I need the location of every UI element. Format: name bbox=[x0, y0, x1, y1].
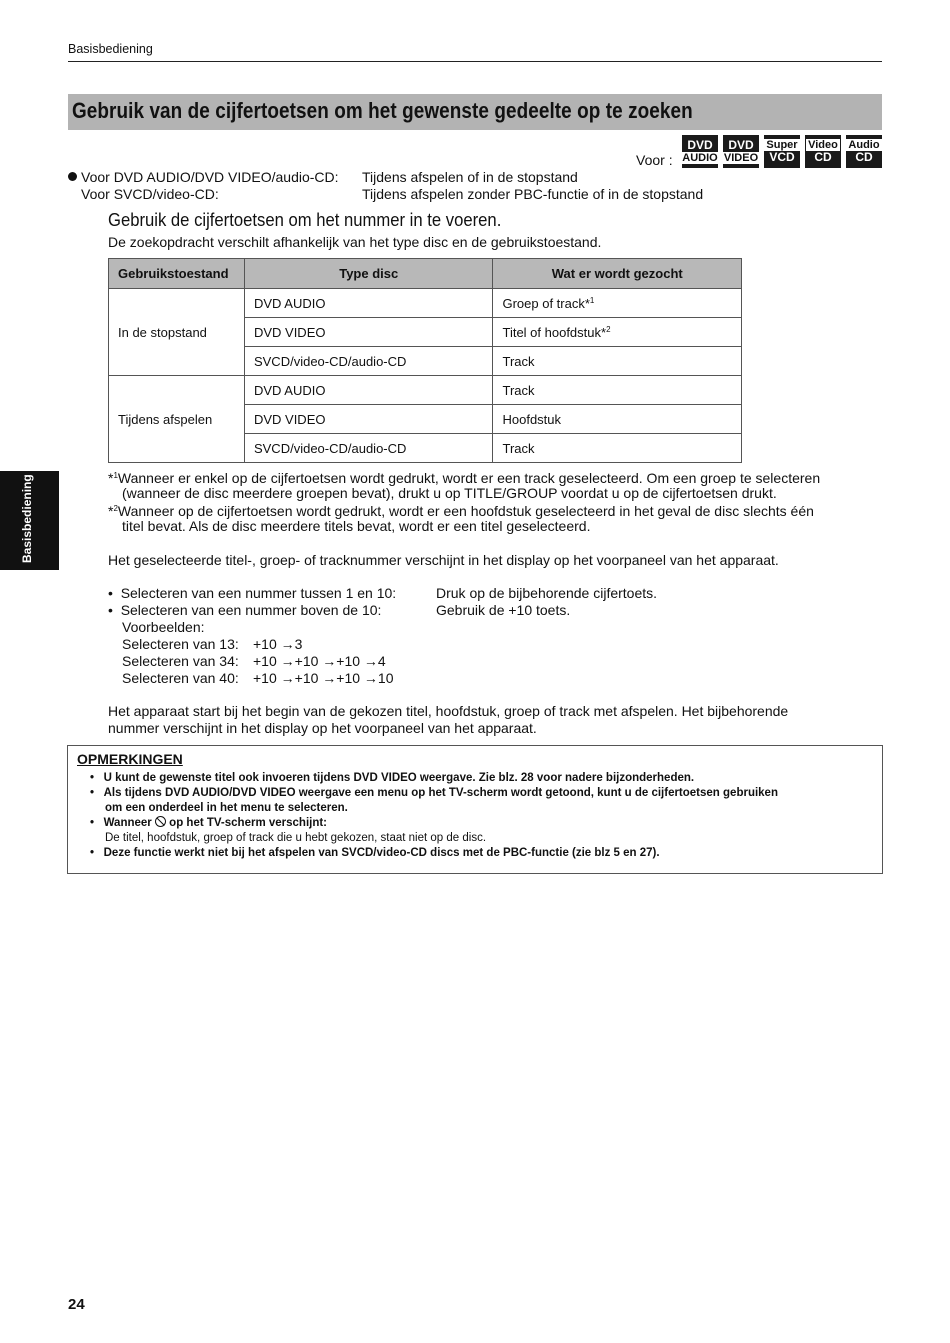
footnote-ref: 1 bbox=[589, 295, 595, 305]
disc-cell: DVD AUDIO bbox=[244, 376, 493, 405]
notes-title: OPMERKINGEN bbox=[77, 751, 183, 767]
disc-badges bbox=[682, 135, 882, 168]
note-1: • U kunt de gewenste titel ook invoeren tijdens DVD VIDEO weergave. Zie blz. 28 voor nadere bijzonderheden. bbox=[90, 772, 695, 784]
select-label: Selecteren van een nummer tussen 1 en 10: bbox=[120, 585, 397, 601]
table-header: Wat er wordt gezocht bbox=[493, 259, 742, 289]
search-cell: Track bbox=[493, 376, 742, 405]
super-vcd-badge bbox=[764, 135, 800, 168]
table-row bbox=[109, 376, 742, 405]
badge-top: Audio bbox=[848, 139, 880, 151]
side-tab-label: Basisbediening bbox=[20, 474, 34, 563]
footnote-sup: 2 bbox=[113, 504, 118, 513]
page-number: 24 bbox=[68, 1296, 85, 1313]
note-2-cont: om een onderdeel in het menu te selecteren. bbox=[105, 802, 348, 814]
badge-bottom: AUDIO bbox=[682, 152, 718, 164]
running-header: Basisbediening bbox=[68, 42, 153, 56]
select-value: Druk op de bijbehorende cijfertoets. bbox=[436, 585, 658, 601]
disc-cell: SVCD/video-CD/audio-CD bbox=[244, 434, 493, 463]
note-text: U kunt de gewenste titel ook invoeren tijdens DVD VIDEO weergave. Zie blz. 28 voor nadere bijzonderheden. bbox=[103, 772, 695, 784]
badge-top: DVD bbox=[728, 138, 754, 152]
footnote-sup: 1 bbox=[113, 471, 118, 480]
table-header-row bbox=[109, 259, 742, 289]
select-value: Gebruik de +10 toets. bbox=[436, 602, 571, 618]
footnote-2-cont: titel bevat. Als de disc meerdere titels bevat, wordt er een titel geselecteerd. bbox=[122, 518, 591, 534]
search-cell bbox=[493, 289, 742, 318]
search-text: Titel of hoofdstuk* bbox=[502, 324, 607, 340]
badge-bottom: VCD bbox=[769, 150, 795, 164]
side-tab bbox=[0, 471, 59, 570]
example-label: Selecteren van 40: bbox=[122, 670, 239, 686]
footnote-2 bbox=[108, 501, 814, 520]
table-row bbox=[109, 289, 742, 318]
footnote-mark: * bbox=[108, 503, 114, 519]
closing-line-2: nummer verschijnt in het display op het voorpaneel van het apparaat. bbox=[108, 720, 537, 736]
badge-top: Video bbox=[808, 139, 838, 151]
page-title: Gebruik van de cijfertoetsen om het gewenste gedeelte op te zoeken bbox=[72, 98, 693, 123]
select-bullet-2: • Selecteren van een nummer boven de 10: bbox=[108, 602, 382, 618]
prohibited-icon bbox=[155, 816, 166, 827]
note-3: • Wanneer op het TV-scherm verschijnt: bbox=[90, 817, 328, 829]
header-rule bbox=[68, 61, 882, 62]
select-bullet-1: • Selecteren van een nummer tussen 1 en 10: bbox=[108, 585, 397, 601]
table-header: Type disc bbox=[244, 259, 493, 289]
footnote-mark: * bbox=[108, 470, 114, 486]
badge-bottom: VIDEO bbox=[723, 152, 759, 164]
condition-value: Tijdens afspelen of in de stopstand bbox=[362, 169, 578, 185]
state-cell: In de stopstand bbox=[109, 289, 245, 376]
table-header: Gebruikstoestand bbox=[109, 259, 245, 289]
example-value: +10 →+10 →+10 →4 bbox=[253, 653, 386, 669]
disc-cell: DVD AUDIO bbox=[244, 289, 493, 318]
closing-line-1: Het apparaat start bij het begin van de gekozen titel, hoofdstuk, groep of track met afspelen. Het bijbehorende bbox=[108, 703, 789, 719]
audio-cd-badge bbox=[846, 135, 882, 168]
voor-label: Voor : bbox=[636, 152, 673, 168]
display-note: Het geselecteerde titel-, groep- of tracknummer verschijnt in het display op het voorpaneel van het apparaat. bbox=[108, 552, 779, 568]
note-2: • Als tijdens DVD AUDIO/DVD VIDEO weergave een menu op het TV-scherm wordt getoond, kunt u de cijfertoetsen gebruiken bbox=[90, 787, 778, 799]
footnote-1-cont: (wanneer de disc meerdere groepen bevat), drukt u op TITLE/GROUP voordat u op de cijfertoetsen drukt. bbox=[122, 485, 777, 501]
note-4: • Deze functie werkt niet bij het afspelen van SVCD/video-CD discs met de PBC-functie (zie blz 5 en 27). bbox=[90, 847, 660, 859]
condition-value: Tijdens afspelen zonder PBC-functie of in de stopstand bbox=[362, 186, 704, 202]
search-cell: Track bbox=[493, 434, 742, 463]
badge-bottom: CD bbox=[855, 150, 873, 164]
footnote-text: Wanneer er enkel op de cijfertoetsen wordt gedrukt, wordt er een track geselecteerd. Om een groep te selecteren bbox=[117, 470, 821, 486]
search-cell: Track bbox=[493, 347, 742, 376]
dvd-audio-badge bbox=[682, 135, 718, 168]
badge-top: DVD bbox=[687, 138, 713, 152]
state-cell: Tijdens afspelen bbox=[109, 376, 245, 463]
search-text: Groep of track* bbox=[502, 295, 590, 311]
condition-label: Voor DVD AUDIO/DVD VIDEO/audio-CD: bbox=[81, 169, 339, 185]
example-value: +10 →+10 →+10 →10 bbox=[253, 670, 394, 686]
video-cd-badge bbox=[805, 135, 841, 168]
search-cell bbox=[493, 318, 742, 347]
example-label: Selecteren van 13: bbox=[122, 636, 239, 652]
note-3-cont: De titel, hoofdstuk, groep of track die u hebt gekozen, staat niet op de disc. bbox=[105, 832, 487, 844]
bullet-icon bbox=[68, 172, 77, 181]
badge-bottom: CD bbox=[814, 150, 832, 164]
note-text: Deze functie werkt niet bij het afspelen van SVCD/video-CD discs met de PBC-functie (zie blz 5 en 27). bbox=[103, 847, 660, 859]
example-value: +10 →3 bbox=[253, 636, 303, 652]
select-label: Selecteren van een nummer boven de 10: bbox=[120, 602, 382, 618]
footnote-1 bbox=[108, 468, 820, 487]
condition-1 bbox=[68, 169, 339, 185]
disc-cell: DVD VIDEO bbox=[244, 405, 493, 434]
note-text: op het TV-scherm verschijnt: bbox=[169, 817, 328, 829]
example-label: Selecteren van 34: bbox=[122, 653, 239, 669]
search-cell: Hoofdstuk bbox=[493, 405, 742, 434]
note-text: Wanneer bbox=[103, 817, 152, 829]
disc-cell: SVCD/video-CD/audio-CD bbox=[244, 347, 493, 376]
disc-cell: DVD VIDEO bbox=[244, 318, 493, 347]
footnote-ref: 2 bbox=[606, 324, 611, 334]
badge-top: Super bbox=[766, 139, 798, 151]
condition-label: Voor SVCD/video-CD: bbox=[81, 186, 219, 202]
note-text: Als tijdens DVD AUDIO/DVD VIDEO weergave een menu op het TV-scherm wordt getoond, kunt u de cijfertoetsen gebruiken bbox=[103, 787, 778, 799]
intro-text: De zoekopdracht verschilt afhankelijk van het type disc en de gebruikstoestand. bbox=[108, 234, 602, 250]
search-table bbox=[108, 258, 742, 463]
dvd-video-badge bbox=[723, 135, 759, 168]
section-subhead: Gebruik de cijfertoetsen om het nummer in te voeren. bbox=[108, 209, 502, 230]
footnote-text: Wanneer op de cijfertoetsen wordt gedrukt, wordt er een hoofdstuk geselecteerd in het geval de disc slechts één bbox=[117, 503, 814, 519]
examples-label: Voorbeelden: bbox=[122, 619, 205, 635]
